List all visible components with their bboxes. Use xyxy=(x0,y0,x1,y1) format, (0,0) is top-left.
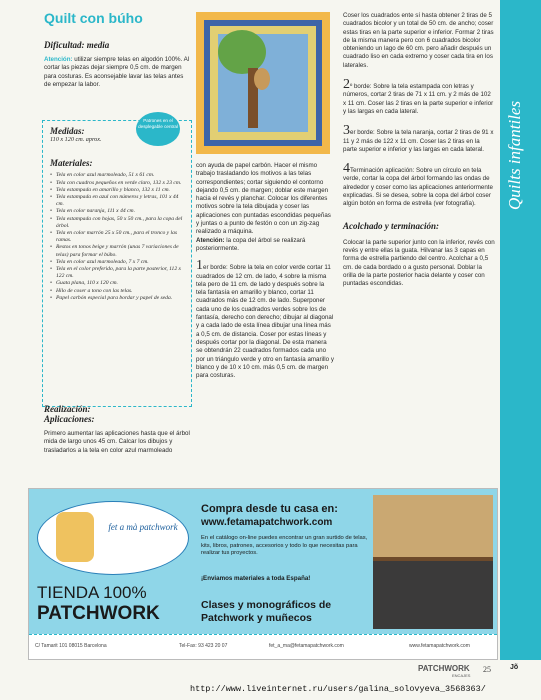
medidas-title: Medidas: xyxy=(50,126,85,136)
tree-crown xyxy=(218,30,266,74)
border-2-number: 2 xyxy=(343,77,350,93)
material-item: • Restos en tonos beige y marrón (unas 7 variaciones de telas) para formar el búho. xyxy=(50,244,186,258)
aplicaciones-text: Primero aumentar las aplicaciones hasta que el árbol mida de largo unos 45 cm. Calcar los dibujos y trasladarlos a la tela en color azul marmoleado xyxy=(44,430,190,454)
patron-badge: Patrones en el desplegable central xyxy=(136,112,180,146)
material-item: • Tela estampada en amarillo y blanco, 132 x 11 cm. xyxy=(50,187,186,194)
owl xyxy=(254,68,270,90)
border-4-text: Terminación aplicación: Sobre un círculo en tela verde, cortar la copa del árbol formando las ondas de alrededor y coser como las aplicaciones anteriormente explicadas. Si se desea, sobre la copa del árbol coser algún botón en forma de estrella (ver fotografía). xyxy=(343,167,493,208)
material-item: • Tela estampada con hojas, 50 x 50 cm., para la copa del árbol. xyxy=(50,216,186,230)
shop-logo xyxy=(37,501,189,575)
material-item: • Tela en color naranja, 111 x 44 cm. xyxy=(50,208,186,215)
doll-illustration xyxy=(56,512,94,562)
border-4-number: 4 xyxy=(343,161,350,177)
col2-atencion-text: la copa del árbol se realizará posteriormente. xyxy=(196,236,306,252)
footer-address: C/ Tamarit 101 08015 Barcelona xyxy=(35,643,107,649)
magazine-brand: PATCHWORK xyxy=(418,664,470,673)
col2-paragraph: con ayuda de papel carbón. Hacer el mismo trabajo trasladando los motivos a las telas correspondientes; cortar siguiendo el contorno dejando 0,5 cm. de margen; doblar este margen hacia el revés y planchar. Colocar los diferentes motivos sobre la tela dibujada y coser las aplicaciones con puntadas escondidas pequeñas y juntas o a punto de festón o con un zig-zag realizado a máquina. xyxy=(196,162,331,236)
footer-mail[interactable]: fet_a_ma@fetamapatchwork.com xyxy=(269,643,344,649)
border-3-text: er borde: Sobre la tela naranja, cortar 2 tiras de 91 x 11 y 2 más de 122 x 11 cm. Coser las 2 tiras en la parte superior e inferior y las largas en cada lateral. xyxy=(343,129,494,153)
watermark-url: http://www.liveinternet.ru/users/galina_solovyeva_3568363/ xyxy=(190,684,486,694)
border-1 xyxy=(196,258,334,380)
dificultad: Dificultad: media xyxy=(44,40,110,50)
material-item: • Papel carbón especial para bordar y papel de seda. xyxy=(50,295,186,302)
footer-web[interactable]: www.fetamapatchwork.com xyxy=(409,643,470,649)
materials-content xyxy=(50,126,186,302)
signature: Jõ xyxy=(510,664,519,671)
material-item: • Tela con cuadros pequeños en verde claro, 132 x 23 cm. xyxy=(50,180,186,187)
right-column xyxy=(343,12,495,288)
col3-paragraph: Coser los cuadrados ente sí hasta obtener 2 tiras de 5 cuadrados bicolor y un total de 50 cm. de ancho; coser estas tiras en la parte superior e inferior. Formar 2 tiras de la misma manera pero con 6 cuadrados bicolor obteniendo un lago de 60 cm. pero añadir después un cuadrado liso en cada extremo y coser cada tira en los laterales. xyxy=(343,12,494,69)
material-item: • Tela en color azul marmoleado, 51 x 61 cm. xyxy=(50,172,186,179)
magazine-sub: ENCAJES xyxy=(452,673,471,678)
middle-column xyxy=(196,162,334,380)
border-3-number: 3 xyxy=(343,123,350,139)
material-item: • Hilo de coser a tono con las telas. xyxy=(50,288,186,295)
section-label: Quilts infantiles xyxy=(505,100,524,210)
atencion-text: utilizar siempre telas en algodón 100%. Al cortar las piezas dejar siempre 0,5 cm. de margen para costuras. Es aconsejable lavar las telas antes de empezar la labor. xyxy=(44,56,190,88)
border-2-text: º borde: Sobre la tela estampada con letras y números, cortar 2 tiras de 71 x 11 cm. y 2 más de 102 x 11 cm. Coser las 2 tiras en la parte superior e inferior y las largas en cada lateral. xyxy=(343,83,494,115)
col2-atencion xyxy=(196,237,334,254)
clases-text: Clases y monográficos de Patchwork y muñecos xyxy=(201,599,332,624)
advert-footer xyxy=(29,634,497,659)
quilt-photo xyxy=(196,12,330,154)
material-item: • Guata plana, 110 x 120 cm. xyxy=(50,280,186,287)
acolchado-title: Acolchado y terminación: xyxy=(343,220,439,231)
border-1-text: er borde: Sobre la tela en color verde cortar 11 cuadrados de 12 cm. de lado, 4 sobre la misma tela pero de 11 cm. de lado y después sobre la tela fantasía en amarillo y blanco, cortar 11 cuadrados más de 12 cm. de lado. Superponer cada uno de los cuadrados verdes sobre los de fantasía, derecho con derecho; dibujar al diagonal y a cada lado de esta línea dibujar una línea más a 0,5 cm. de distancia. Coser por estas líneas y después cortar por la diagonal. De esta manera se obtendrán 22 cuadrados formados cada uno por un triángulo verde y otro en fantasía amarillo y blanco y de 10 x 10 cm. más 0,5 cm. de margen para costuras. xyxy=(196,264,334,380)
patchwork-text: PATCHWORK xyxy=(37,603,160,624)
page-number: 25 xyxy=(483,665,491,674)
border-2 xyxy=(343,77,495,116)
catalogo-text: En el catálogo on-line puedes encontrar un gran surtido de telas, kits, libros, patrones, accesorios y todo lo que necesitas para realizar tus proyectos. xyxy=(201,535,368,557)
page-title: Quilt con búho xyxy=(44,10,143,26)
aplicaciones-title: Aplicaciones: xyxy=(44,414,95,424)
atencion-label: Atención: xyxy=(44,56,73,63)
medidas-value: 110 x 120 cm. aprox. xyxy=(50,136,102,143)
col2-atencion-label: Atención: xyxy=(196,236,225,244)
material-item: • Tela estampada en azul con números y letras, 101 x 44 cm. xyxy=(50,194,186,208)
compra-text: Compra desde tu casa en: xyxy=(201,503,338,515)
material-item: • Tela en el color preferido, para la parte posterior, 112 x 122 cm. xyxy=(50,266,186,280)
left-column xyxy=(44,10,190,89)
border-1-number: 1 xyxy=(196,258,203,274)
quilt-sample-top xyxy=(373,495,493,557)
materials-list xyxy=(50,172,186,302)
advert xyxy=(28,488,498,660)
material-item: • Tela en color marrón 25 x 50 cm., para el tronco y las ramas. xyxy=(50,230,186,244)
materiales-title: Materiales: xyxy=(50,158,93,169)
logo-text: fet a mà patchwork xyxy=(108,522,178,532)
footer-tel: Tel-Fax: 93 423 20 07 xyxy=(179,643,228,649)
material-item: • Tela en color azul marmoleado, 7 x 7 cm. xyxy=(50,259,186,266)
shop-url[interactable]: www.fetamapatchwork.com xyxy=(201,517,333,528)
atencion-paragraph xyxy=(44,56,190,89)
quilt-sample-photo xyxy=(373,495,493,629)
realizacion-section xyxy=(44,404,194,455)
border-4 xyxy=(343,161,495,208)
acolchado-text: Colocar la parte superior junto con la inferior, revés con revés y entre ellas la guata. Hilvanar las 3 capas en forma de estrella partiendo del centro. Acolchar a 0,5 cm. de cada bordado o a gusto personal. Doblar la orilla de la parte posterior hacia delante y coser con puntadas escondidas. xyxy=(343,238,495,288)
border-3 xyxy=(343,123,495,154)
realizacion-title: Realización: xyxy=(44,404,91,414)
tienda-text: TIENDA 100% xyxy=(37,583,147,602)
quilt-sample-bottom xyxy=(373,561,493,629)
envios-text: ¡Enviamos materiales a toda España! xyxy=(201,575,311,582)
